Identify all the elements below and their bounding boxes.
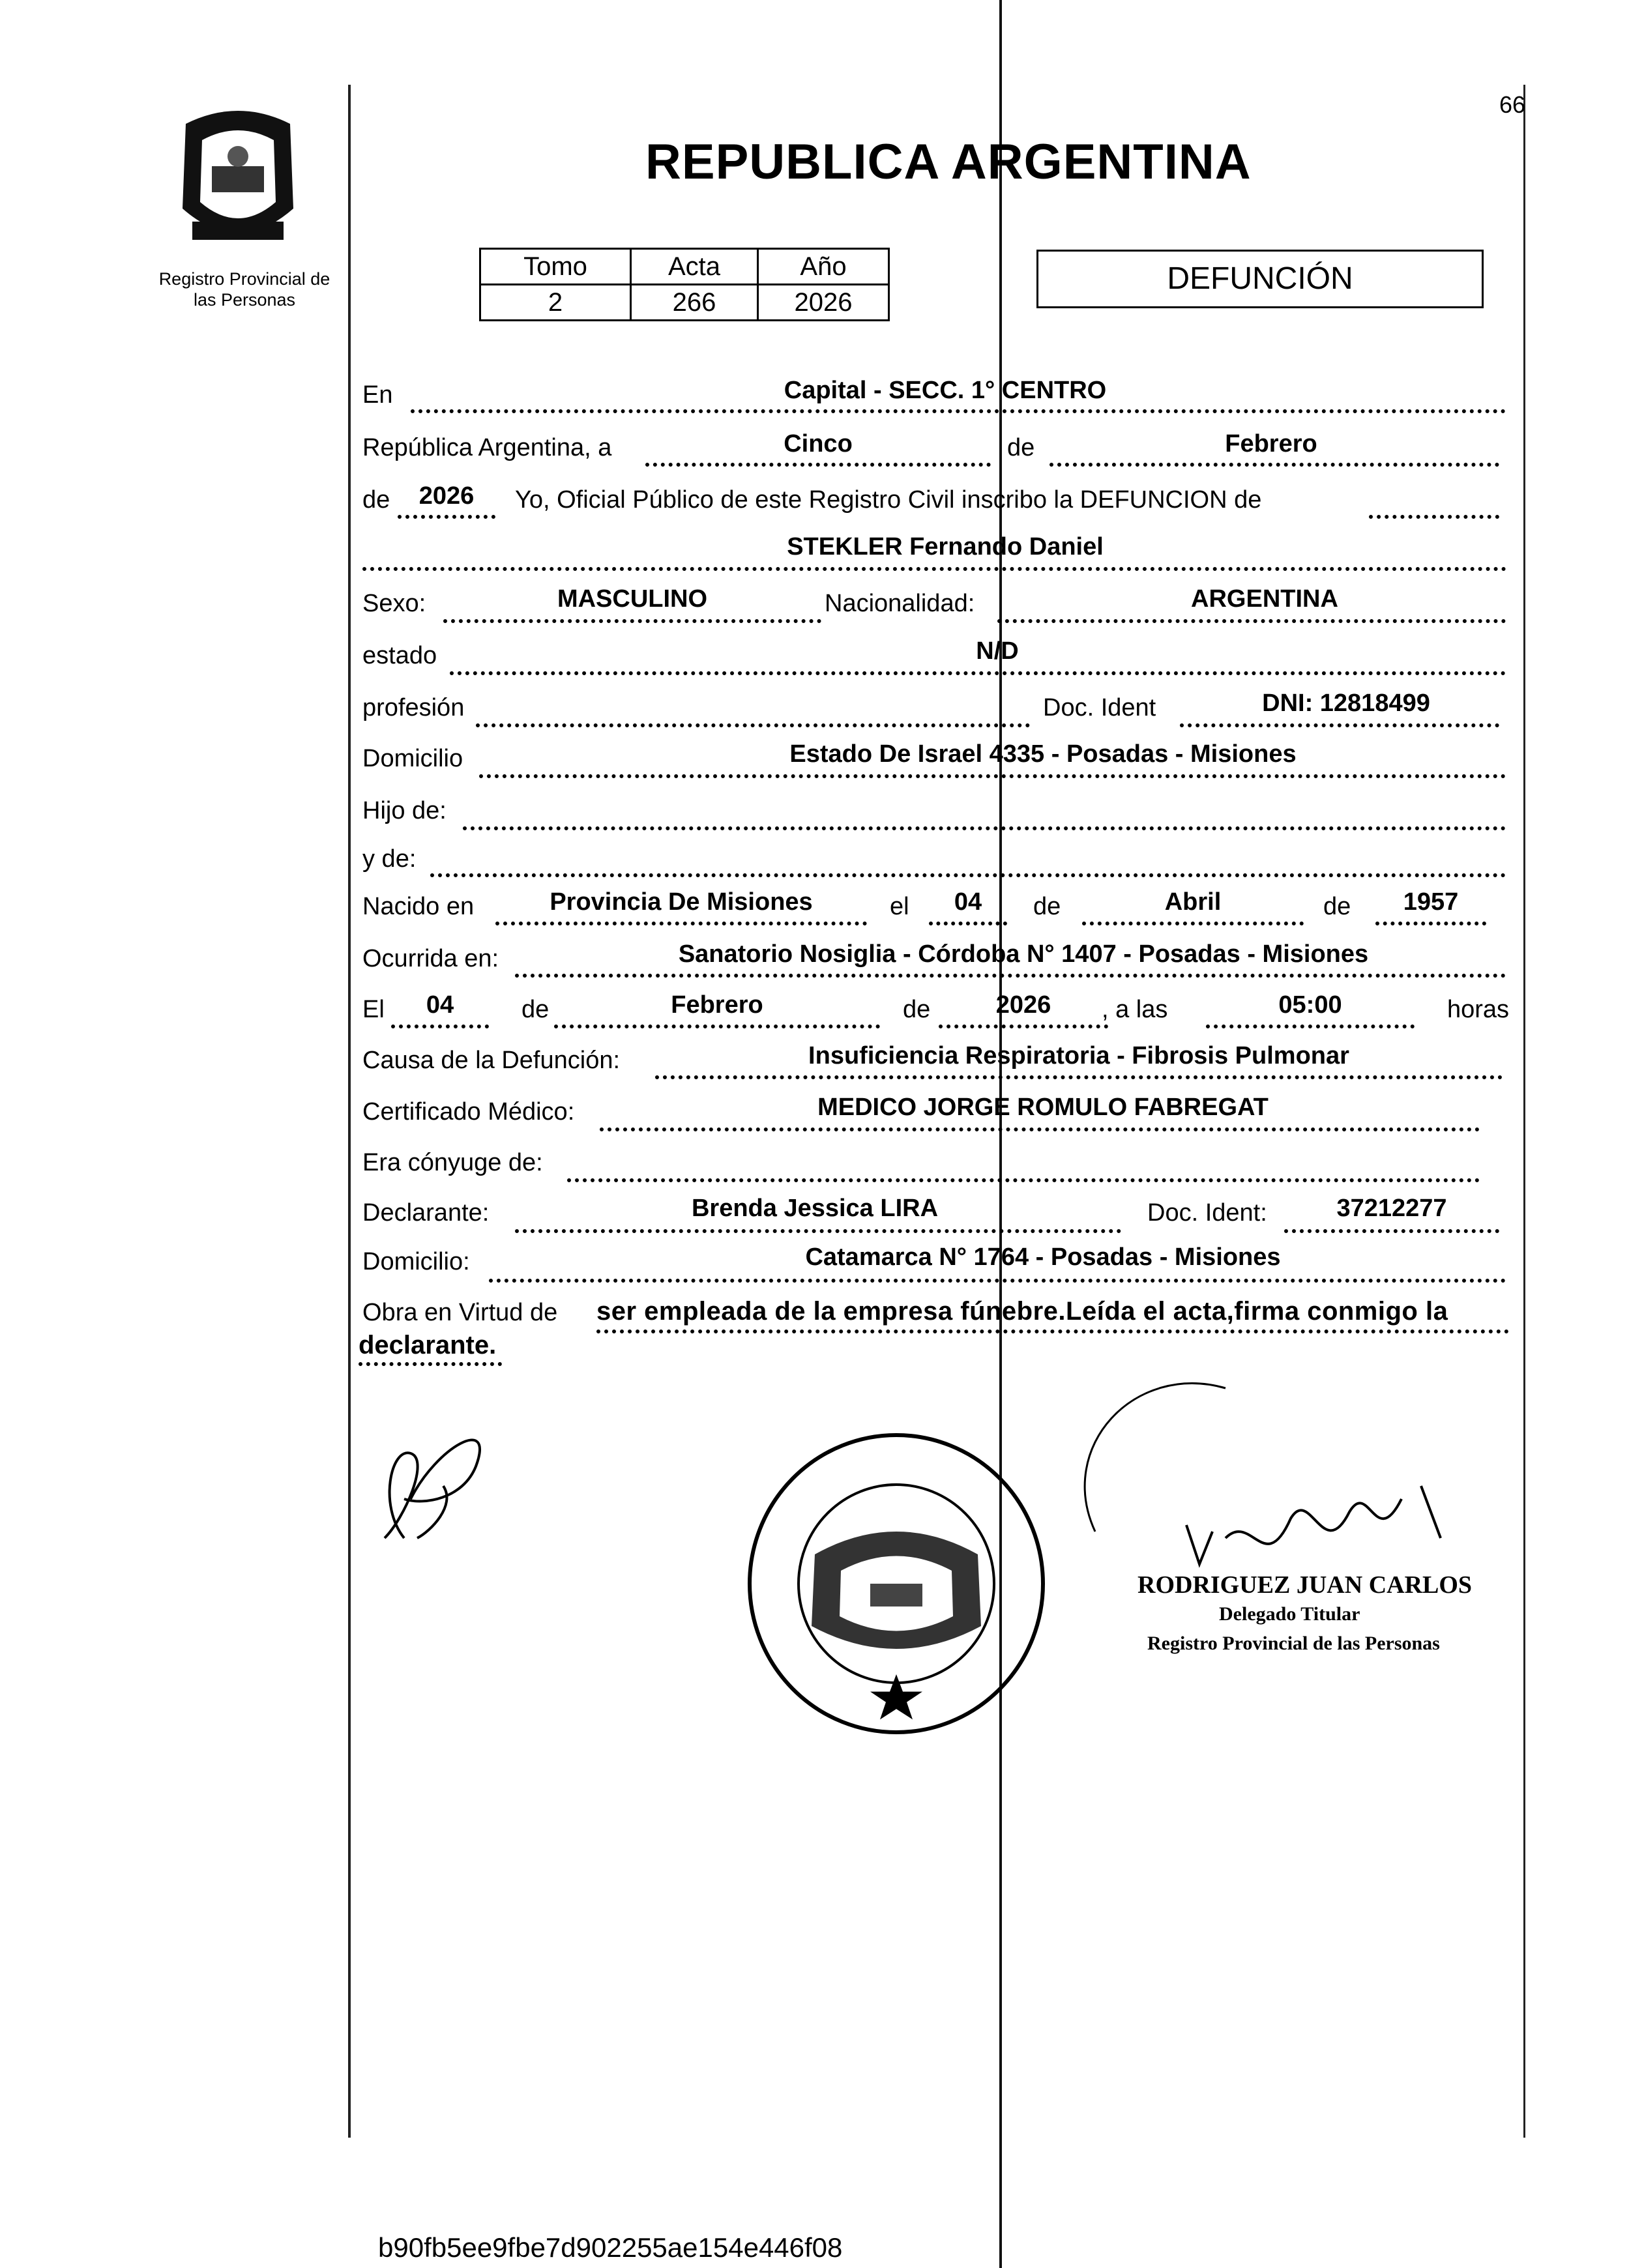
dotted-line — [1375, 922, 1486, 925]
dotted-line — [443, 619, 821, 623]
header-tomo: Tomo — [480, 249, 631, 285]
dotted-line — [929, 922, 1007, 925]
value-acta: 266 — [631, 285, 758, 321]
value-causa: Insuficiencia Respiratoria - Fibrosis Pulmonar — [808, 1042, 1349, 1069]
dotted-line — [398, 515, 495, 519]
value-domicilio: Estado De Israel 4335 - Posadas - Misiones — [789, 740, 1297, 768]
value-dia: Cinco — [784, 430, 853, 458]
dotted-line — [554, 1025, 880, 1028]
value-nombre: STEKLER Fernando Daniel — [787, 533, 1104, 560]
dotted-line — [362, 567, 1506, 571]
value-declarante: Brenda Jessica LIRA — [691, 1195, 939, 1222]
registry-name: Registro Provincial de las Personas — [158, 269, 330, 310]
label-el: el — [890, 893, 909, 920]
act-type-box: DEFUNCIÓN — [1036, 250, 1484, 308]
right-margin-line — [1523, 85, 1525, 2138]
dotted-line — [391, 1025, 489, 1028]
registry-stamp — [743, 1431, 1049, 1737]
dotted-line — [479, 774, 1506, 778]
label-estado: estado — [362, 642, 437, 669]
official-office: Registro Provincial de las Personas — [1147, 1633, 1440, 1654]
dotted-line — [495, 922, 867, 925]
dotted-line — [997, 619, 1506, 623]
label-declarante: Declarante: — [362, 1199, 490, 1227]
label-domicilio: Domicilio — [362, 745, 463, 772]
label-de-def-mes: de — [521, 996, 550, 1023]
dotted-line — [476, 723, 1030, 727]
label-de-year: de — [362, 486, 390, 514]
dotted-line — [515, 1229, 1121, 1233]
dotted-line — [489, 1279, 1506, 1283]
label-y-de: y de: — [362, 845, 417, 873]
value-def-mes: Febrero — [671, 991, 763, 1019]
value-nac-mes: Abril — [1164, 888, 1222, 916]
label-republica: República Argentina, a — [362, 434, 612, 461]
dotted-line — [411, 409, 1506, 413]
label-hijo-de: Hijo de: — [362, 797, 447, 824]
label-sexo: Sexo: — [362, 590, 426, 617]
dotted-line — [515, 974, 1506, 978]
value-nacido-en: Provincia De Misiones — [550, 888, 813, 916]
value-obra-line2: declarante. — [359, 1331, 497, 1359]
label-nacionalidad: Nacionalidad: — [825, 590, 975, 617]
label-a-las: , a las — [1102, 996, 1168, 1023]
dotted-line — [645, 463, 991, 467]
dotted-line — [1082, 922, 1304, 925]
dotted-line — [1284, 1229, 1499, 1233]
dotted-line — [359, 1362, 502, 1366]
dotted-line — [1180, 723, 1499, 727]
value-def-dia: 04 — [426, 991, 454, 1019]
dotted-line — [450, 671, 1506, 675]
label-doc-ident-declarante: Doc. Ident: — [1147, 1199, 1267, 1227]
page-fold-line — [999, 0, 1002, 2268]
value-def-anio: 2026 — [995, 991, 1051, 1019]
label-yo-oficial: Yo, Oficial Público de este Registro Civil inscribo la DEFUNCION de — [515, 486, 1262, 514]
official-signature — [1017, 1369, 1473, 1603]
header-acta: Acta — [631, 249, 758, 285]
label-el-dia: El — [362, 996, 385, 1023]
value-tomo: 2 — [480, 285, 631, 321]
left-margin-line — [348, 85, 351, 2138]
dotted-line — [655, 1075, 1503, 1079]
label-conyuge: Era cónyuge de: — [362, 1149, 543, 1176]
value-def-hora: 05:00 — [1278, 991, 1342, 1019]
page-number: 66 — [1499, 91, 1526, 118]
value-anio: 2026 — [418, 482, 475, 510]
dotted-line — [1369, 515, 1499, 519]
document-title: REPUBLICA ARGENTINA — [645, 134, 1252, 190]
official-name: RODRIGUEZ JUAN CARLOS — [1137, 1571, 1473, 1599]
value-declarante-doc: 37212277 — [1336, 1195, 1447, 1222]
label-causa: Causa de la Defunción: — [362, 1047, 621, 1074]
value-certificado: MEDICO JORGE ROMULO FABREGAT — [817, 1094, 1269, 1121]
label-obra-en-virtud: Obra en Virtud de — [362, 1299, 558, 1326]
value-anio: 2026 — [758, 285, 889, 321]
value-nac-anio: 1957 — [1403, 888, 1459, 916]
value-sexo: MASCULINO — [557, 585, 708, 613]
coat-of-arms-seal — [166, 104, 310, 254]
dotted-line — [596, 1330, 1509, 1333]
value-obra-line1: ser empleada de la empresa fúnebre.Leída el acta,firma conmigo la — [596, 1297, 1448, 1326]
label-doc-ident: Doc. Ident — [1043, 694, 1156, 721]
value-estado: N/D — [976, 637, 1019, 665]
value-ocurrida: Sanatorio Nosiglia - Córdoba N° 1407 - Posadas - Misiones — [678, 940, 1369, 968]
label-en: En — [362, 381, 393, 409]
label-de: de — [1007, 434, 1035, 461]
label-de-def-anio: de — [903, 996, 931, 1023]
label-de-nac-anio: de — [1323, 893, 1351, 920]
dotted-line — [600, 1127, 1480, 1131]
value-lugar: Capital - SECC. 1° CENTRO — [784, 377, 1107, 404]
dotted-line — [430, 873, 1506, 877]
dotted-line — [1206, 1025, 1415, 1028]
official-title: Delegado Titular — [1219, 1603, 1360, 1625]
index-table — [479, 248, 890, 321]
value-declarante-dom: Catamarca N° 1764 - Posadas - Misiones — [805, 1243, 1281, 1271]
document-hash: b90fb5ee9fbe7d902255ae154e446f08 — [378, 2232, 843, 2263]
dotted-line — [567, 1178, 1480, 1182]
label-de-nac-mes: de — [1033, 893, 1061, 920]
declarant-signature — [365, 1408, 521, 1551]
label-nacido-en: Nacido en — [362, 893, 475, 920]
header-anio: Año — [758, 249, 889, 285]
value-nacionalidad: ARGENTINA — [1191, 585, 1338, 613]
label-certificado: Certificado Médico: — [362, 1098, 575, 1126]
label-ocurrida-en: Ocurrida en: — [362, 945, 499, 972]
value-doc: DNI: 12818499 — [1262, 690, 1430, 717]
dotted-line — [463, 826, 1506, 830]
label-horas: horas — [1447, 996, 1510, 1023]
value-nac-dia: 04 — [954, 888, 982, 916]
label-domicilio-declarante: Domicilio: — [362, 1248, 470, 1275]
value-mes: Febrero — [1225, 430, 1317, 458]
dotted-line — [939, 1025, 1108, 1028]
label-profesion: profesión — [362, 694, 465, 721]
dotted-line — [1049, 463, 1499, 467]
